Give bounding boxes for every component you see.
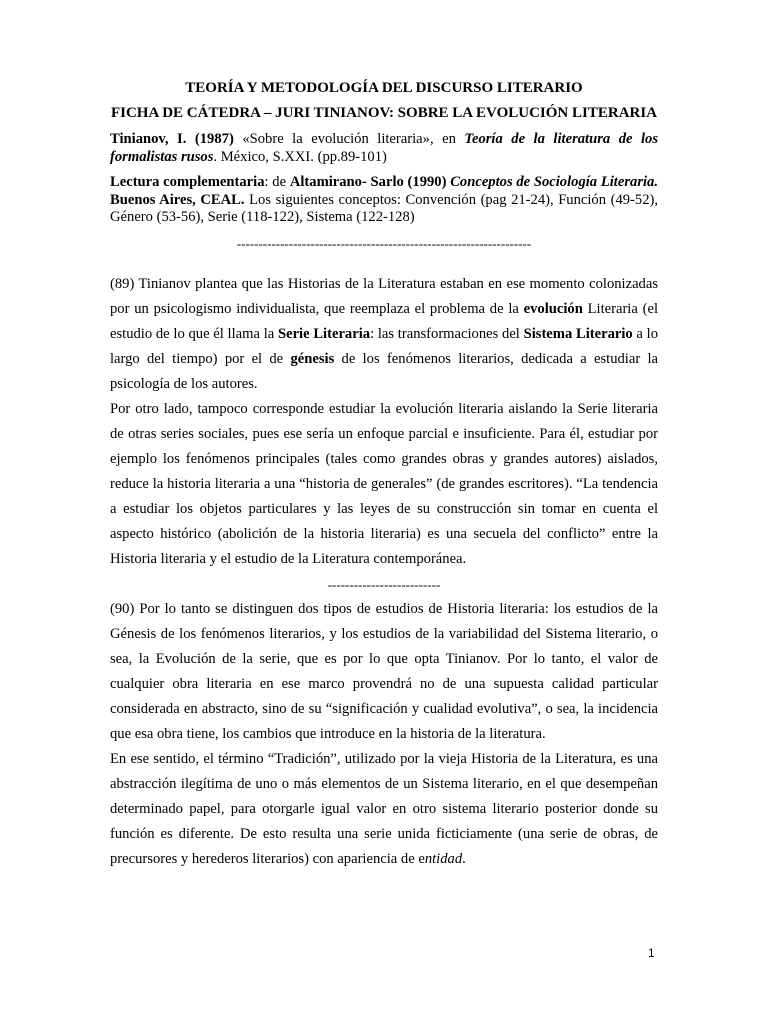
paragraph-other-side: Por otro lado, tampoco corresponde estudiar la evolución literaria aislando la Serie literaria de otras series sociales, pues ese sería un enfoque parcial e insuficiente. Para él, estudiar por ejemplo los fenómenos principales (tales como grandes obras y grandes autores) aislados, reduce la historia literaria a una “historia de generales” (de grandes escritores). “La tendencia a estudiar los objetos particulares y las leyes de su construcción sin tomar en cuenta el aspecto histórico (abolición de la historia literaria) es una secuela del conflicto” entre la Historia literaria y el estudio de la Literatura contemporánea. bbox=[110, 400, 658, 567]
separator-line: -------------------------- bbox=[327, 576, 441, 592]
paragraph-90: (90) Por lo tanto se distinguen dos tipos de estudios de Historia literaria: los estudios de la Génesis de los fenómenos literarios, y los estudios de la variabilidad del Sistema literario, o sea, la Evolución de la serie, que es por lo que opta Tinianov. Por lo tanto, el valor de cualquier obra literaria en ese marco provendrá no de una supuesta calidad particular considerada en abstracto, sino de su “significación y cualidad evolutiva”, o sea, la incidencia que esa obra tiene, los cambios que introduce en la historia de la literatura. bbox=[110, 600, 658, 742]
ref-publisher: Buenos Aires, CEAL. bbox=[110, 191, 245, 208]
ref-label: Lectura complementaria bbox=[110, 174, 265, 190]
text-run: a lo largo del tiempo) por el de bbox=[110, 325, 658, 367]
document-title: TEORÍA Y METODOLOGÍA DEL DISCURSO LITERARIO bbox=[185, 80, 583, 96]
text-run: de los fenómenos literarios, dedicada a estudiar la psicología de los autores. bbox=[110, 350, 659, 392]
ref-book-title: Conceptos de Sociología Literaria. bbox=[446, 174, 658, 190]
document-subtitle: FICHA DE CÁTEDRA – JURI TINIANOV: SOBRE LA EVOLUCIÓN LITERARIA bbox=[110, 105, 658, 121]
ref-text: : de bbox=[264, 174, 290, 190]
reference-primary bbox=[110, 131, 658, 166]
page-number: 1 bbox=[648, 946, 655, 960]
paragraph-tradition bbox=[110, 747, 658, 872]
bold-term: Serie Literaria bbox=[277, 325, 371, 342]
text-run: En ese sentido, el término “Tradición”, utilizado por la vieja Historia de la Literatura, es una abstracción ilegítima de uno o más elementos de un Sistema literario, en el que desempeñan determinado papel, para otorgarle igual valor en otro sistema literario posterior donde su función es diferente. De esto resulta una serie unida ficticiamente (una serie de obras, de precursores y herederos literarios) con apariencia de e bbox=[110, 750, 658, 867]
ref-text: Los siguientes conceptos: Convención (pag 21-24), Función (49-52), Género (53-56), Serie (118-122), Sistema (122-128) bbox=[110, 191, 659, 225]
ref-author: Tinianov, I. (1987) bbox=[110, 131, 234, 147]
ref-text: . México, S.XXI. (pp.89-101) bbox=[213, 148, 387, 165]
bold-term: Sistema Literario bbox=[523, 325, 633, 342]
text-run: . bbox=[462, 850, 466, 867]
ref-text: «Sobre la evolución literaria», en bbox=[233, 131, 465, 147]
separator-line: -------------------------------------------------------------------- bbox=[236, 235, 532, 251]
text-run: Literaria (el estudio de lo que él llama la bbox=[110, 300, 659, 342]
ref-book-title: Teoría de la literatura de los formalistas rusos bbox=[110, 131, 659, 165]
text-run: : las transformaciones del bbox=[370, 325, 524, 342]
bold-term: génesis bbox=[290, 350, 335, 367]
paragraph-89 bbox=[110, 272, 658, 397]
bold-term: evolución bbox=[523, 300, 583, 317]
reference-complementary bbox=[110, 174, 658, 227]
italic-term: ntidad bbox=[424, 850, 463, 867]
ref-authors: Altamirano- Sarlo (1990) bbox=[289, 174, 447, 190]
text-run: (89) Tinianov plantea que las Historias de la Literatura estaban en ese momento colonizadas por un psicologismo individualista, que reemplaza el problema de la bbox=[110, 275, 658, 317]
document-page bbox=[110, 80, 658, 872]
